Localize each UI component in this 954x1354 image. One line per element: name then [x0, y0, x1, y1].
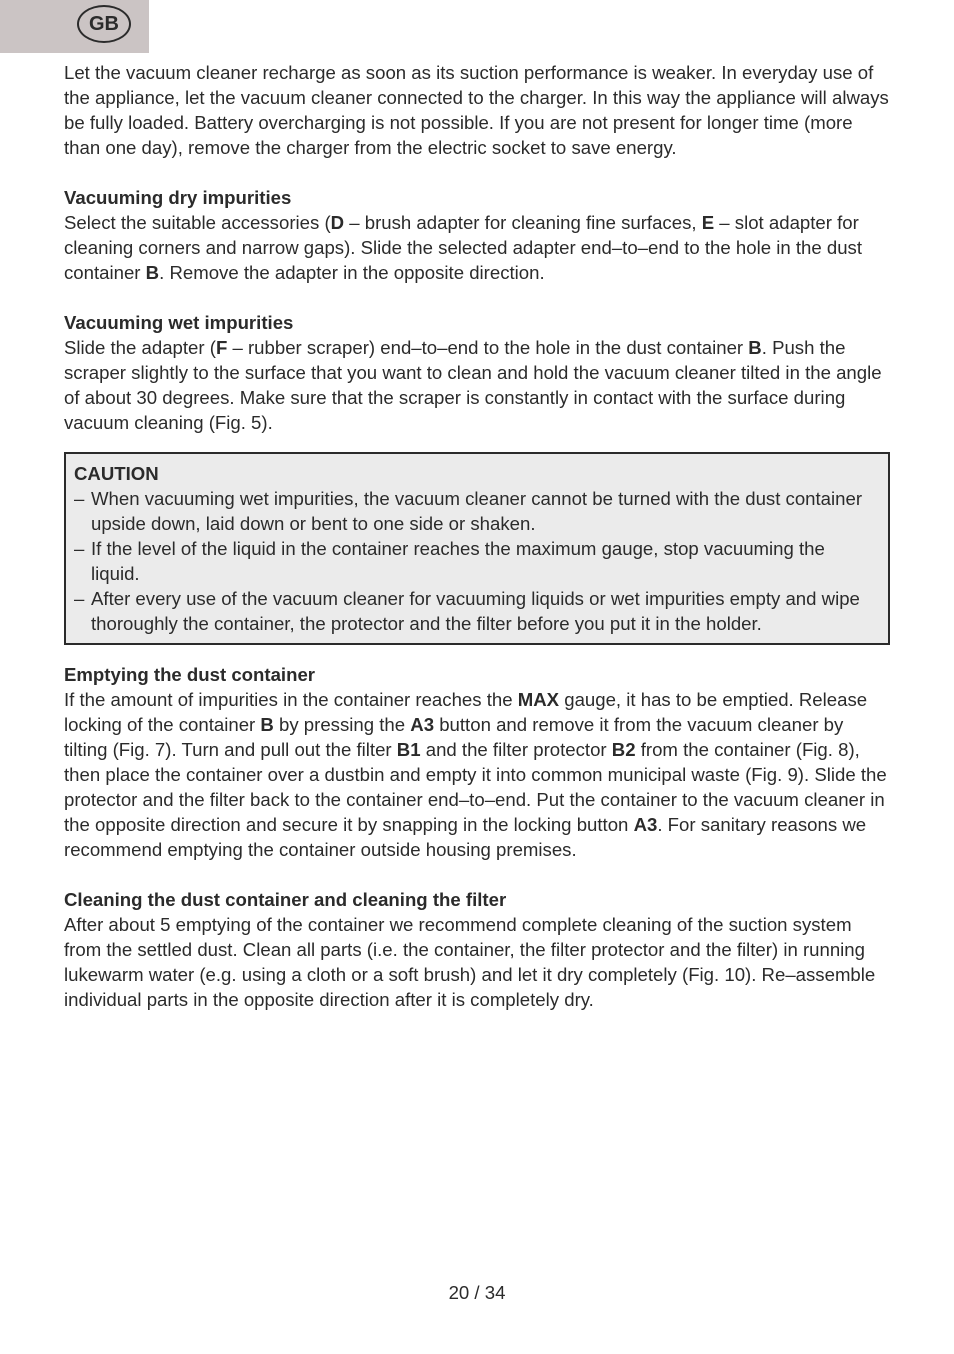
dry-paragraph: Select the suitable accessories (D – brush adapter for cleaning fine surfaces, E – slot adapter for cleaning corners and narrow gaps). Slide the selected adapter end–to–end to the hole in the dust container B. Remove the adapter in the opposite direction.	[64, 212, 863, 283]
bold-reference: B1	[396, 739, 421, 760]
wet-heading: Vacuuming wet impurities	[64, 312, 294, 333]
cleaning-paragraph: After about 5 emptying of the container we recommend complete cleaning of the suction system from the settled dust. Clean all parts (i.e. the container, the filter protector and the filter) in running lukewarm water (e.g. using a cloth or a soft brush) and let it dry completely (Fig. 10). Re–assemble individual parts in the opposite direction after it is completely dry.	[64, 914, 876, 1010]
dry-heading: Vacuuming dry impurities	[64, 187, 292, 208]
caution-item: – After every use of the vacuum cleaner for vacuuming liquids or wet impurities empty and wipe thoroughly the container, the protector and the filter before you put it in the holder.	[74, 586, 878, 636]
language-badge: GB	[77, 5, 131, 43]
bold-reference: A3	[633, 814, 658, 835]
bold-reference: D	[330, 212, 345, 233]
emptying-paragraph: If the amount of impurities in the container reaches the MAX gauge, it has to be emptied. Release locking of the container B by pressing the A3 button and remove it from the vacuum cleaner by tilting (Fig. 7). Turn and pull out the filter B1 and the filter protector B2 from the container (Fig. 8), then place the container over a dustbin and empty it into common municipal waste (Fig. 9). Slide the protector and the filter back to the container end–to–end. Put the container to the vacuum cleaner in the opposite direction and secure it by snapping in the locking button A3. For sanitary reasons we recommend emptying the container outside housing premises.	[64, 689, 887, 860]
page-content	[64, 60, 890, 1012]
bold-reference: MAX	[517, 689, 560, 710]
bold-reference: B	[748, 337, 762, 358]
caution-item: – If the level of the liquid in the container reaches the maximum gauge, stop vacuuming the liquid.	[74, 536, 878, 586]
language-tab	[0, 0, 149, 53]
bold-reference: F	[215, 337, 228, 358]
emptying-heading: Emptying the dust container	[64, 664, 316, 685]
caution-item: – When vacuuming wet impurities, the vacuum cleaner cannot be turned with the dust container upside down, laid down or bent to one side or shaken.	[74, 486, 878, 536]
intro-paragraph: Let the vacuum cleaner recharge as soon as its suction performance is weaker. In everyday use of the appliance, let the vacuum cleaner connected to the charger. In this way the appliance will always be fully loaded. Battery overcharging is not possible. If you are not present for longer time (more than one day), remove the charger from the electric socket to save energy.	[64, 62, 889, 158]
wet-paragraph: Slide the adapter (F – rubber scraper) end–to–end to the hole in the dust container B. Push the scraper slightly to the surface that you want to clean and hold the vacuum cleaner tilted in the angle of about 30 degrees. Make sure that the scraper is constantly in contact with the surface during vacuum cleaning (Fig. 5).	[64, 337, 882, 433]
cleaning-heading: Cleaning the dust container and cleaning the filter	[64, 889, 507, 910]
bold-reference: E	[701, 212, 715, 233]
caution-list	[74, 486, 878, 636]
bold-reference: A3	[410, 714, 435, 735]
page-number: 20 / 34	[448, 1282, 506, 1303]
bold-reference: B2	[611, 739, 636, 760]
caution-title: CAUTION	[74, 463, 159, 484]
bold-reference: B	[260, 714, 274, 735]
caution-box	[64, 452, 890, 645]
bold-reference: B	[145, 262, 160, 283]
